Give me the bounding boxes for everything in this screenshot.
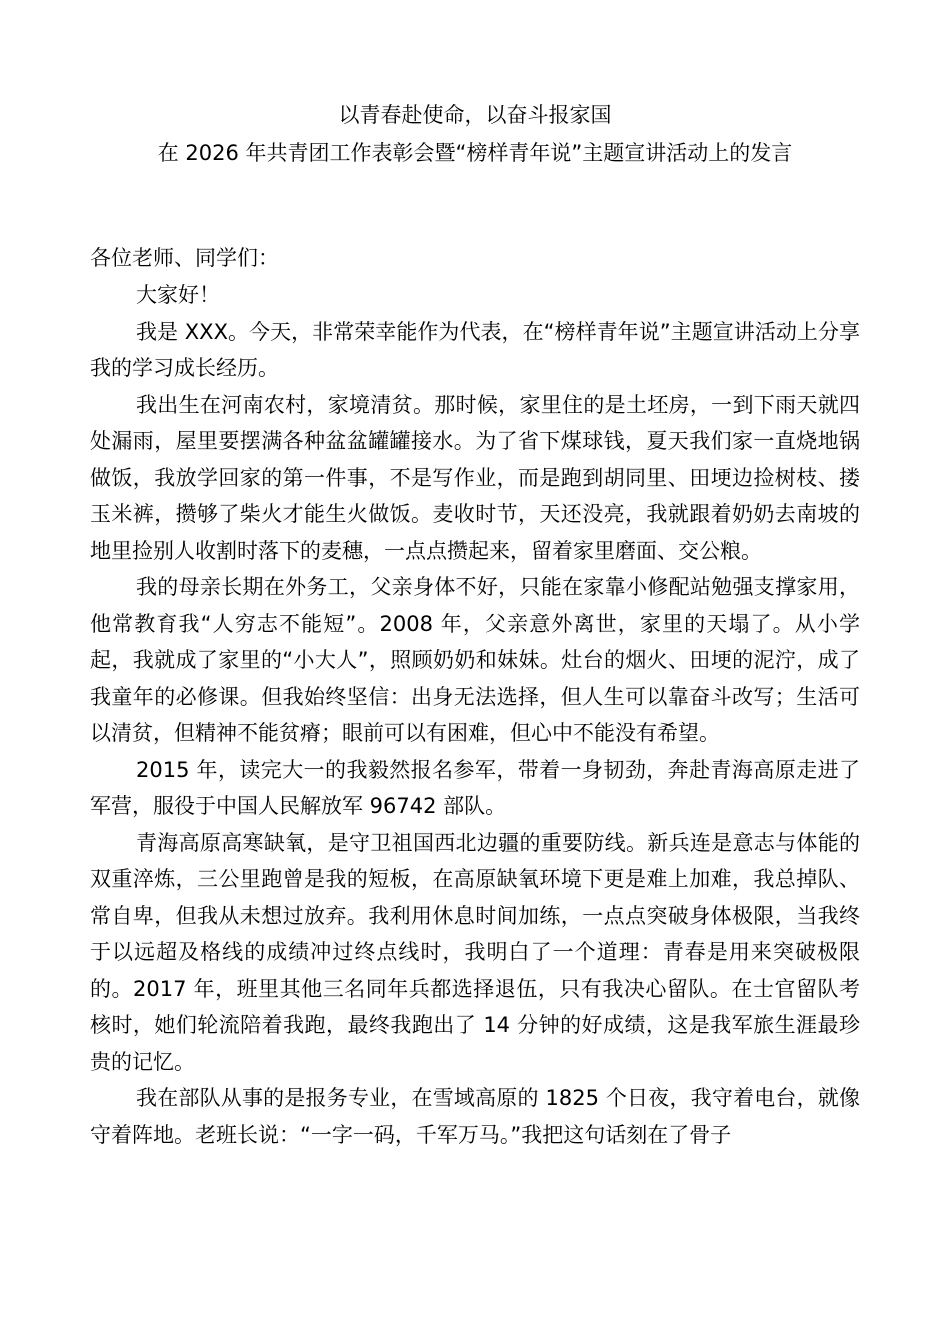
paragraph-greeting: 大家好！ bbox=[136, 283, 220, 307]
salutation: 各位老师、同学们： bbox=[90, 246, 279, 270]
paragraph-service: 我在部队从事的是报务专业，在雪域高原的 1825 个日夜，我守着电台，就像守着阵地。老班长说：“一字一码，千军万马。”我把这句话刻在了骨子 bbox=[90, 1086, 860, 1147]
paragraph-introduction: 我是 XXX。今天，非常荣幸能作为代表，在“榜样青年说”主题宣讲活动上分享我的学习成长经历。 bbox=[90, 319, 860, 380]
title-block bbox=[90, 96, 860, 172]
paragraph-enlistment: 2015 年，读完大一的我毅然报名参军，带着一身韧劲，奔赴青海高原走进了军营，服役于中国人民解放军 96742 部队。 bbox=[90, 757, 860, 818]
paragraph-family: 我的母亲长期在外务工，父亲身体不好，只能在家靠小修配站勉强支撑家用，他常教育我“人穷志不能短”。2008 年，父亲意外离世，家里的天塌了。从小学起，我就成了家里的“小大人”，照顾奶奶和妹妹。灶台的烟火、田埂的泥泞，成了我童年的必修课。但我始终坚信：出身无法选择，但人生可以靠奋斗改写；生活可以清贫，但精神不能贫瘠；眼前可以有困难，但心中不能没有希望。 bbox=[90, 575, 860, 745]
paragraph-childhood: 我出生在河南农村，家境清贫。那时候，家里住的是土坯房，一到下雨天就四处漏雨，屋里要摆满各种盆盆罐罐接水。为了省下煤球钱，夏天我们家一直烧地锅做饭，我放学回家的第一件事，不是写作业，而是跑到胡同里、田埂边捡树枝、搂玉米裤，攒够了柴火才能生火做饭。麦收时节，天还没亮，我就跟着奶奶去南坡的地里捡别人收割时落下的麦穗，一点点攒起来，留着家里磨面、交公粮。 bbox=[90, 392, 860, 563]
document-title: 以青春赴使命，以奋斗报家国 bbox=[338, 103, 612, 127]
document-subtitle: 在 2026 年共青团工作表彰会暨“榜样青年说”主题宣讲活动上的发言 bbox=[157, 141, 793, 165]
speech-body bbox=[90, 240, 860, 1153]
paragraph-training: 青海高原高寒缺氧，是守卫祖国西北边疆的重要防线。新兵连是意志与体能的双重淬炼，三公里跑曾是我的短板，在高原缺氧环境下更是难上加难，我总掉队、常自卑，但我从未想过放弃。我利用休息时间加练，一点点突破身体极限，当我终于以远超及格线的成绩冲过终点线时，我明白了一个道理：青春是用来突破极限的。2017 年，班里其他三名同年兵都选择退伍，只有我决心留队。在士官留队考核时，她们轮流陪着我跑，最终我跑出了 14 分钟的好成绩，这是我军旅生涯最珍贵的记忆。 bbox=[90, 830, 860, 1074]
